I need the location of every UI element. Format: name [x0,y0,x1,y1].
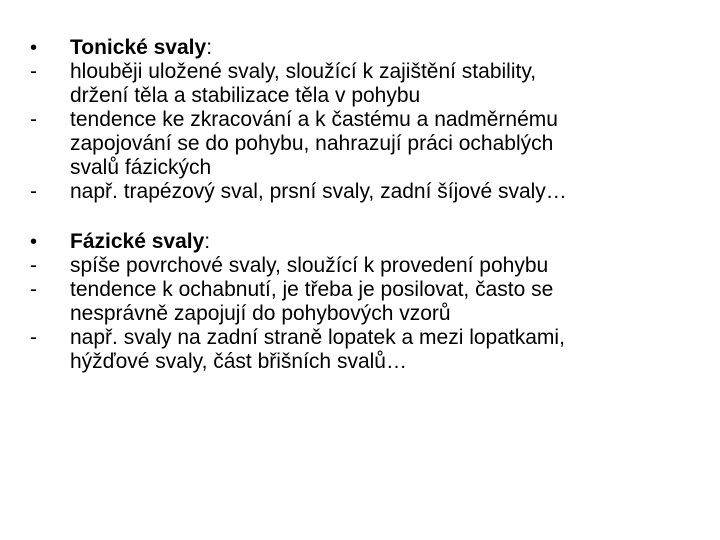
item-text-line: zapojování se do pohybu, nahrazují práci ochablých [70,132,554,155]
heading-colon: : [204,230,211,253]
dash-marker: - [30,180,37,203]
item-text-line: držení těla a stabilizace těla v pohybu [70,84,421,107]
list-item [28,60,700,108]
item-text-line: spíše povrchové svaly, sloužící k provedení pohybu [70,254,549,277]
item-text-line: např. svaly na zadní straně lopatek a mezi lopatkami, [70,326,565,349]
dash-marker: - [30,60,37,83]
section-phasic-muscles [28,230,700,374]
item-text-line: svalů fázických [70,156,212,179]
section-heading [28,36,700,60]
heading-colon: : [206,36,213,59]
item-text-line: tendence k ochabnutí, je třeba je posilovat, často se [70,278,554,301]
list-item [28,108,700,180]
item-text-line: např. trapézový sval, prsní svaly, zadní šíjové svaly… [70,180,567,203]
item-text-line: hýžďové svaly, část břišních svalů… [70,350,407,373]
dash-marker: - [30,254,37,277]
section-tonic-muscles [28,36,700,204]
bullet-marker: • [30,231,38,253]
dash-marker: - [30,108,37,131]
item-text-line: hlouběji uložené svaly, sloužící k zajištění stability, [70,60,537,83]
item-text-line: tendence ke zkracování a k častému a nadměrnému [70,108,558,131]
section-title: Fázické svaly [70,230,205,253]
dash-marker: - [30,326,37,349]
slide-content [28,36,700,374]
list-item [28,326,700,374]
list-item [28,278,700,326]
list-item [28,180,700,204]
item-text-line: nesprávně zapojují do pohybových vzorů [70,302,451,325]
dash-marker: - [30,278,37,301]
list-item [28,254,700,278]
bullet-marker: • [30,37,38,59]
section-heading [28,230,700,254]
section-title: Tonické svaly [70,36,207,59]
